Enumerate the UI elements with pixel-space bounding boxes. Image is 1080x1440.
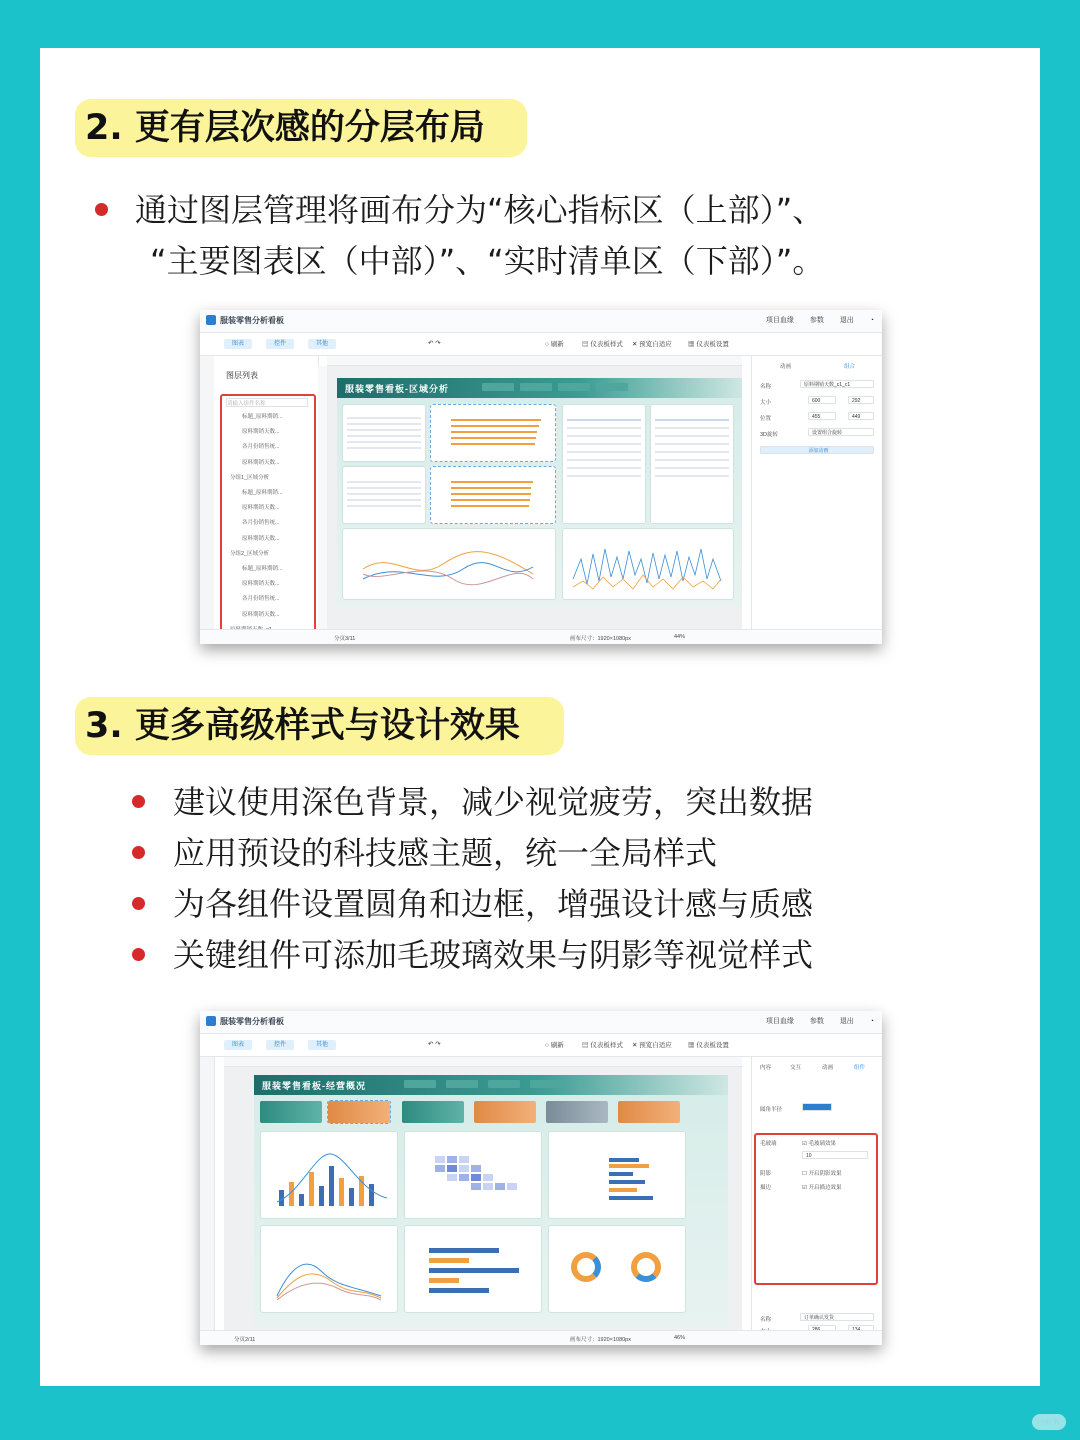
bullet-dot (132, 897, 145, 910)
trend-line (261, 1132, 397, 1218)
top-menu (752, 315, 874, 325)
panel-area-chart[interactable] (260, 1225, 398, 1313)
props-tab-interact[interactable]: 交互 (790, 1065, 802, 1071)
status-zoom[interactable]: 46% (674, 1335, 686, 1341)
status-pages[interactable]: 分页2/11 (234, 1337, 256, 1343)
layer-list-item[interactable]: 各月份销售统... (242, 596, 280, 603)
border-label: 描边 (760, 1185, 772, 1191)
dashboard-preview (254, 1075, 728, 1327)
other-button[interactable]: 其他 (308, 1040, 336, 1050)
layer-list-item[interactable]: 标题_原料期销... (242, 566, 283, 572)
chart-button[interactable]: 图表 (224, 339, 252, 349)
rotate-label: 3D旋转 (760, 432, 779, 438)
panel-spike-chart[interactable] (562, 528, 734, 600)
dashboard-title: 服装零售看板-经营概况 (262, 1081, 366, 1091)
style-button[interactable]: ▤ 仪表板样式 (582, 341, 623, 348)
x-input[interactable]: 455 (808, 412, 836, 420)
y-input[interactable]: 449 (848, 412, 874, 420)
left-rail (200, 356, 215, 644)
layer-list-item[interactable]: 原料期销天数... (242, 581, 280, 588)
border-checkbox[interactable]: ☑ 开启描边效果 (802, 1185, 842, 1191)
layer-panel-title: 图层列表 (226, 371, 258, 380)
size-label: 大小 (760, 400, 772, 406)
height-input[interactable]: 292 (848, 396, 874, 404)
status-zoom[interactable]: 44% (674, 634, 686, 640)
section3-heading: 3. 更多高级样式与设计效果 (75, 697, 564, 755)
refresh-button[interactable]: ○ 刷新 (545, 341, 564, 348)
kpi-card-5[interactable] (546, 1101, 608, 1123)
status-bar (200, 629, 882, 644)
panel-heatmap[interactable] (404, 1131, 542, 1219)
props-tab-component[interactable]: 组件 (854, 1065, 866, 1071)
menu-lineage[interactable]: 项目血缘 (765, 317, 794, 324)
position-label: 位置 (760, 416, 772, 422)
style-button[interactable]: ▤ 仪表板样式 (582, 1042, 623, 1049)
kpi-card-6[interactable] (618, 1101, 680, 1123)
shadow-checkbox[interactable]: ☐ 开启阴影效果 (802, 1171, 842, 1177)
name-input[interactable]: 订单确认发货 (800, 1313, 874, 1321)
undo-icon[interactable]: ↶ ↷ (428, 1041, 441, 1048)
filter-4[interactable] (596, 383, 628, 391)
settings-button[interactable]: ▦ 仪表板设置 (688, 1042, 729, 1049)
panel-column-chart[interactable] (260, 1131, 398, 1219)
layer-list-item[interactable]: 分组2_区域分析 (230, 550, 270, 557)
name-label: 名称 (760, 1317, 772, 1323)
glass-label: 毛玻璃 (760, 1141, 777, 1147)
bullet-dot (132, 846, 145, 859)
settings-button[interactable]: ▦ 仪表板设置 (688, 341, 729, 348)
rotate-input[interactable]: 设置组合旋转 (808, 428, 874, 436)
section2-heading: 2. 更有层次感的分层布局 (75, 99, 527, 157)
refresh-button[interactable]: ○ 刷新 (545, 1042, 564, 1049)
ruler-top (327, 356, 742, 366)
dashboard-preview (337, 378, 742, 606)
top-menu (752, 1016, 874, 1026)
filter-4[interactable] (530, 1080, 562, 1088)
dashboard-header (254, 1075, 728, 1095)
ruler-top (224, 1057, 742, 1067)
props-tab-group[interactable]: 组合 (844, 364, 856, 370)
help-icon[interactable]: ◔ (869, 317, 874, 324)
area-chart (261, 1226, 397, 1312)
control-button[interactable]: 控件 (266, 1040, 294, 1050)
dashboard-title: 服装零售看板-区域分析 (345, 384, 449, 394)
shadow-label: 阴影 (760, 1171, 772, 1177)
filter-3[interactable] (558, 383, 590, 391)
help-icon[interactable]: ◔ (869, 1018, 874, 1025)
canvas (327, 366, 742, 630)
layer-list-item[interactable]: 原料期销天数... (242, 505, 280, 512)
adaptive-button[interactable]: ✕ 预览自适应 (632, 341, 672, 348)
line-chart (343, 529, 555, 599)
section3-bullet-4: 关键组件可添加毛玻璃效果与阴影等视觉样式 (173, 936, 814, 974)
bullet-dot (95, 203, 108, 216)
name-label: 名称 (760, 384, 772, 390)
app-title: 服装零售分析看板 (220, 316, 284, 325)
layer-list-item[interactable]: 原料期销天数... (242, 429, 280, 436)
section2-bullet-line2: “主要图表区（中部）”、“实时清单区（下部）”。 (150, 242, 825, 280)
props-tab-content[interactable]: 内容 (760, 1065, 772, 1071)
adaptive-button[interactable]: ✕ 预览自适应 (632, 1042, 672, 1049)
layer-list-item[interactable]: 标题_原料期销... (242, 414, 283, 420)
status-pages[interactable]: 分页3/11 (334, 636, 356, 642)
status-canvas-size: 画布尺寸：1920×1080px (570, 1337, 631, 1343)
undo-icon[interactable]: ↶ ↷ (428, 340, 441, 347)
width-input[interactable]: 600 (808, 396, 836, 404)
add-animation-button[interactable]: 添加动画 (760, 446, 874, 454)
layer-panel (214, 356, 319, 630)
layer-list-item[interactable]: 原料期销天数... (242, 535, 280, 542)
section3-bullet-3: 为各组件设置圆角和边框，增强设计感与质感 (173, 885, 814, 923)
screenshot-layer-layout (200, 310, 882, 644)
app-topbar (200, 310, 882, 333)
bullet-dot (132, 948, 145, 961)
panel-table-2[interactable] (342, 466, 426, 524)
kpi-card-2[interactable] (328, 1101, 390, 1123)
filter-2[interactable] (446, 1080, 478, 1088)
content-card (40, 48, 1040, 1386)
menu-params[interactable]: 参数 (809, 1018, 824, 1025)
properties-panel (751, 356, 882, 630)
control-button[interactable]: 控件 (266, 339, 294, 349)
filter-3[interactable] (488, 1080, 520, 1088)
layer-list-item[interactable]: 原料期销天数... (242, 459, 280, 466)
app-topbar (200, 1011, 882, 1034)
effects-highlight (754, 1133, 878, 1285)
glass-amount-input[interactable]: 10 (802, 1151, 868, 1159)
spike-chart (563, 529, 733, 599)
app-logo-icon (206, 315, 216, 325)
layer-list-item[interactable]: 标题_原料期销... (242, 490, 283, 496)
panel-hbar-chart[interactable] (548, 1131, 686, 1219)
filter-1[interactable] (404, 1080, 436, 1088)
kpi-card-1[interactable] (260, 1101, 322, 1123)
screenshot-style-effects (200, 1011, 882, 1345)
toolbar (200, 1034, 882, 1057)
other-button[interactable]: 其他 (308, 339, 336, 349)
canvas (224, 1067, 742, 1331)
panel-bar-1[interactable] (430, 404, 556, 462)
layer-list-item[interactable]: 各月份销售统... (242, 520, 280, 527)
app-logo-icon (206, 1016, 216, 1026)
filter-2[interactable] (520, 383, 552, 391)
section3-bullet-2: 应用预设的科技感主题，统一全局样式 (173, 834, 718, 872)
layer-list-item[interactable]: 分组1_区域分析 (230, 474, 270, 481)
layer-search-input[interactable]: 请输入组件名称 (226, 398, 308, 407)
left-rail (200, 1057, 215, 1345)
panel-table-1[interactable] (342, 404, 426, 462)
layer-list-item[interactable]: 原料期销天数... (242, 611, 280, 618)
panel-stacked-bar[interactable] (404, 1225, 542, 1313)
properties-panel (751, 1057, 882, 1331)
app-title: 服装零售分析看板 (220, 1017, 284, 1026)
radius-toggle[interactable] (802, 1103, 832, 1111)
panel-table-4[interactable] (650, 404, 734, 524)
menu-exit[interactable]: 退出 (839, 1018, 854, 1025)
layer-list-item[interactable]: 各月份销售统... (242, 444, 280, 451)
kpi-card-3[interactable] (402, 1101, 464, 1123)
name-input[interactable]: 原料期销天数_c1_c1 (800, 380, 874, 388)
status-bar (200, 1330, 882, 1345)
section3-bullet-1: 建议使用深色背景，减少视觉疲劳，突出数据 (173, 783, 814, 821)
menu-lineage[interactable]: 项目血缘 (765, 1018, 794, 1025)
toolbar (200, 333, 882, 356)
section2-bullet-line1: 通过图层管理将画布分为“核心指标区（上部）”、 (135, 191, 825, 229)
status-canvas-size: 画布尺寸：1920×1080px (570, 636, 631, 642)
radius-label: 圆角半径 (760, 1107, 783, 1113)
menu-params[interactable]: 参数 (809, 317, 824, 324)
panel-bar-2[interactable] (430, 466, 556, 524)
panel-line[interactable] (342, 528, 556, 600)
chart-button[interactable]: 图表 (224, 1040, 252, 1050)
panel-donuts[interactable] (548, 1225, 686, 1313)
bullet-dot (132, 795, 145, 808)
layer-list-highlight (220, 394, 316, 644)
dashboard-header (337, 378, 742, 398)
glass-checkbox[interactable]: ☑ 毛玻璃效果 (802, 1141, 836, 1147)
watermark: 小红书 (1032, 1414, 1066, 1430)
props-tab-anim[interactable]: 动画 (822, 1065, 834, 1071)
menu-exit[interactable]: 退出 (839, 317, 854, 324)
panel-table-3[interactable] (562, 404, 646, 524)
kpi-card-4[interactable] (474, 1101, 536, 1123)
filter-1[interactable] (482, 383, 514, 391)
props-tab-anim[interactable]: 动画 (780, 364, 792, 370)
